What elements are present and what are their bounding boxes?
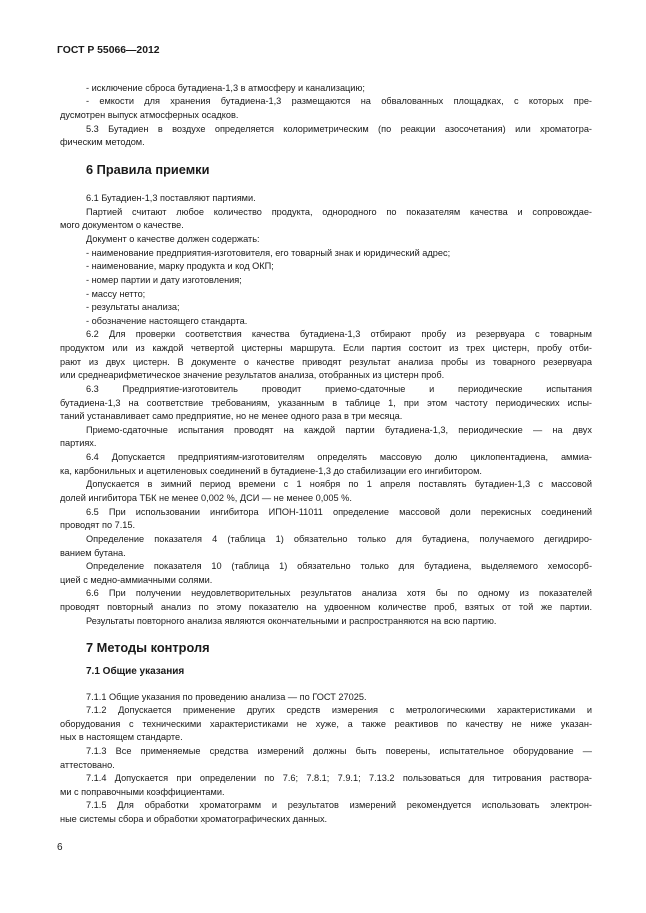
document-header: ГОСТ Р 55066—2012 bbox=[57, 45, 160, 56]
page-number: 6 bbox=[57, 842, 63, 853]
text-line: Приемо-сдаточные испытания проводят на каждой партии бутадиена-1,3, периодические — на двух bbox=[86, 425, 592, 435]
text-line: продуктом или из каждой четвертой цистерны маршрута. Если партия состоит из трех цистерн, пробу отби- bbox=[60, 343, 592, 353]
text-line: ные системы сбора и обработки хроматографических данных. bbox=[60, 814, 328, 824]
text-line: 7.1.1 Общие указания по проведению анализа — по ГОСТ 27025. bbox=[86, 692, 367, 702]
text-line: - массу нетто; bbox=[86, 289, 146, 299]
text-line: Определение показателя 10 (таблица 1) обязательно только для бутадиена, выделяемого хемосорб- bbox=[86, 561, 592, 571]
section-heading: 6 Правила приемки bbox=[86, 162, 210, 177]
text-line: - исключение сброса бутадиена-1,3 в атмосферу и канализацию; bbox=[86, 83, 365, 93]
text-line: долей ингибитора ТБК не менее 0,002 %, ДСИ — не менее 0,005 %. bbox=[60, 493, 352, 503]
text-line: 6.1 Бутадиен-1,3 поставляют партиями. bbox=[86, 193, 256, 203]
text-line: 5.3 Бутадиен в воздухе определяется колориметрическим (по реакции азосочетания) или хроматогра- bbox=[86, 124, 592, 134]
text-line: таний устанавливает само предприятие, но не менее одного раза в три месяца. bbox=[60, 411, 403, 421]
text-line: 6.4 Допускается предприятиям-изготовителям определять массовую долю циклопентадиена, аммиа- bbox=[86, 452, 592, 462]
text-line: - обозначение настоящего стандарта. bbox=[86, 316, 248, 326]
text-line: Результаты повторного анализа являются окончательными и распространяются на всю партию. bbox=[86, 616, 497, 626]
text-line: 7.1.2 Допускается применение других средств измерения с метрологическими характеристиками и bbox=[86, 705, 592, 715]
text-line: 7.1.5 Для обработки хроматограмм и результатов измерений рекомендуется использовать электрон- bbox=[86, 800, 592, 810]
text-line: мого документом о качестве. bbox=[60, 220, 184, 230]
text-line: бутадиена-1,3 на соответствие требованиям, указанным в таблице 1, при этом частоту периодических испы- bbox=[60, 398, 592, 408]
text-line: ми с поправочными коэффициентами. bbox=[60, 787, 225, 797]
text-line: - наименование, марку продукта и код ОКП; bbox=[86, 261, 274, 271]
text-line: ных в настоящем стандарте. bbox=[60, 732, 183, 742]
text-line: Допускается в зимний период времени с 1 ноября по 1 апреля поставлять бутадиен-1,3 с массовой bbox=[86, 479, 592, 489]
text-line: оборудования с техническими характеристиками не хуже, а также реактивов по качеству не ниже указан- bbox=[60, 719, 592, 729]
text-line: аттестовано. bbox=[60, 760, 115, 770]
text-line: Определение показателя 4 (таблица 1) обязательно только для бутадиена, получаемого дегидриро- bbox=[86, 534, 592, 544]
text-line: цией с медно-аммиачными солями. bbox=[60, 575, 213, 585]
text-line: 6.6 При получении неудовлетворительных результатов анализа хотя бы по одному из показателей bbox=[86, 588, 592, 598]
text-line: Партией считают любое количество продукта, однородного по показателям качества и сопровождае- bbox=[86, 207, 592, 217]
text-line: ка, карбонильных и ацетиленовых соединений в бутадиене-1,3 до стабилизации его ингибитором. bbox=[60, 466, 482, 476]
text-line: проводят повторный анализ по этому показателю на удвоенном количестве проб, взятых от той же партии. bbox=[60, 602, 592, 612]
text-line: или среднеарифметическое значение результатов анализа, отобранных из цистерн проб. bbox=[60, 370, 445, 380]
text-line: рают из двух цистерн. В документе о качестве приводят результат анализа пробы из товарного резервуара bbox=[60, 357, 592, 367]
text-line: ванием бутана. bbox=[60, 548, 126, 558]
text-line: 6.3 Предприятие-изготовитель проводит приемо-сдаточные и периодические испытания bbox=[86, 384, 592, 394]
text-line: партиях. bbox=[60, 438, 97, 448]
text-line: - емкости для хранения бутадиена-1,3 размещаются на обвалованных площадках, с которых пре- bbox=[86, 96, 592, 106]
text-line: - результаты анализа; bbox=[86, 302, 180, 312]
text-line: Документ о качестве должен содержать: bbox=[86, 234, 260, 244]
text-line: - наименование предприятия-изготовителя, его товарный знак и юридический адрес; bbox=[86, 248, 451, 258]
text-line: - номер партии и дату изготовления; bbox=[86, 275, 242, 285]
text-line: проводят по 7.15. bbox=[60, 520, 136, 530]
text-line: 6.5 При использовании ингибитора ИПОН-11011 определение массовой доли перекисных соединений bbox=[86, 507, 592, 517]
text-line: 7.1.3 Все применяемые средства измерений должны быть поверены, испытательное оборудование — bbox=[86, 746, 592, 756]
text-line: 6.2 Для проверки соответствия качества бутадиена-1,3 отбирают пробу из резервуара с товарным bbox=[86, 329, 592, 339]
subsection-heading: 7.1 Общие указания bbox=[86, 666, 185, 677]
section-heading: 7 Методы контроля bbox=[86, 640, 210, 655]
text-line: 7.1.4 Допускается при определении по 7.6; 7.8.1; 7.9.1; 7.13.2 пользоваться для титрования раствора- bbox=[86, 773, 592, 783]
text-line: дусмотрен выпуск атмосферных осадков. bbox=[60, 110, 239, 120]
text-line: фическим методом. bbox=[60, 137, 145, 147]
